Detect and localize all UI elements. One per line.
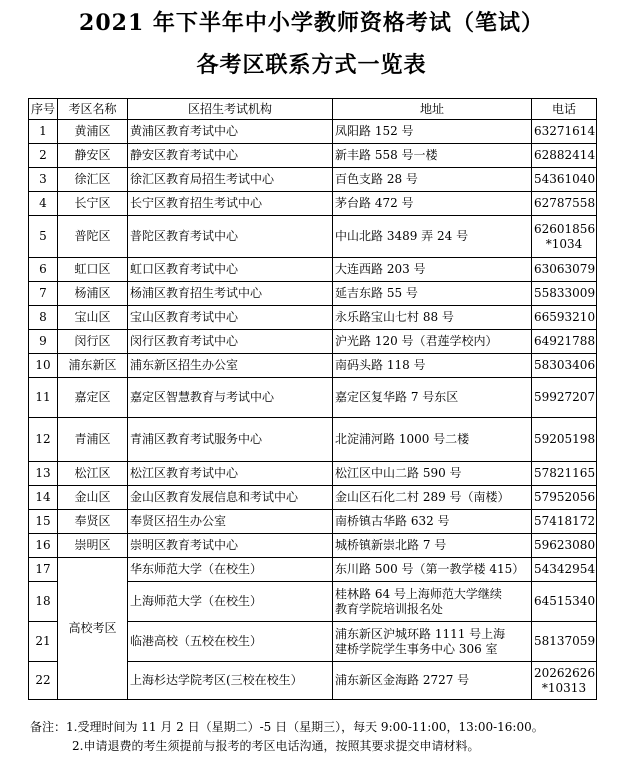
row-district: 浦东新区	[58, 354, 128, 378]
row-phone: 64921788	[532, 330, 597, 354]
phone-line-1: 62601856	[534, 221, 596, 236]
row-address: 东川路 500 号（第一教学楼 415）	[333, 558, 532, 582]
row-no: 21	[29, 622, 58, 662]
row-org: 上海师范大学（在校生）	[128, 582, 333, 622]
row-org: 杨浦区教育招生考试中心	[128, 282, 333, 306]
page-subtitle: 各考区联系方式一览表	[196, 52, 427, 78]
row-district: 长宁区	[58, 192, 128, 216]
table-row	[29, 192, 597, 216]
row-org: 静安区教育考试中心	[128, 144, 333, 168]
table-row	[29, 144, 597, 168]
row-address	[333, 622, 532, 662]
row-district: 奉贤区	[58, 510, 128, 534]
row-no: 1	[29, 120, 58, 144]
header-district: 考区名称	[58, 99, 128, 120]
row-no: 13	[29, 462, 58, 486]
table-row	[29, 510, 597, 534]
row-phone: 66593210	[532, 306, 597, 330]
row-phone: 59623080	[532, 534, 597, 558]
row-phone: 62882414	[532, 144, 597, 168]
row-district: 嘉定区	[58, 378, 128, 418]
row-phone: 54361040	[532, 168, 597, 192]
row-address: 松江区中山二路 590 号	[333, 462, 532, 486]
row-district: 宝山区	[58, 306, 128, 330]
row-address: 北淀浦河路 1000 号二楼	[333, 418, 532, 462]
row-address: 延吉东路 55 号	[333, 282, 532, 306]
row-org: 长宁区教育招生考试中心	[128, 192, 333, 216]
row-address: 中山北路 3489 弄 24 号	[333, 216, 532, 258]
row-phone: 59927207	[532, 378, 597, 418]
row-address: 南桥镇古华路 632 号	[333, 510, 532, 534]
row-no: 9	[29, 330, 58, 354]
table-row	[29, 378, 597, 418]
row-phone: 55833009	[532, 282, 597, 306]
row-address: 浦东新区金海路 2727 号	[333, 662, 532, 700]
phone-line-1: 20262626	[534, 665, 596, 680]
row-address: 永乐路宝山七村 88 号	[333, 306, 532, 330]
table-row	[29, 534, 597, 558]
row-org: 崇明区教育考试中心	[128, 534, 333, 558]
notes	[30, 718, 544, 756]
row-district: 崇明区	[58, 534, 128, 558]
row-org: 闵行区教育考试中心	[128, 330, 333, 354]
row-org: 青浦区教育考试服务中心	[128, 418, 333, 462]
table-row	[29, 120, 597, 144]
row-district: 徐汇区	[58, 168, 128, 192]
row-no: 10	[29, 354, 58, 378]
row-phone: 54342954	[532, 558, 597, 582]
row-no: 6	[29, 258, 58, 282]
row-no: 14	[29, 486, 58, 510]
row-address: 城桥镇新崇北路 7 号	[333, 534, 532, 558]
table-row	[29, 216, 597, 258]
address-line-2: 建桥学院学生事务中心 306 室	[335, 641, 498, 656]
table-row	[29, 418, 597, 462]
row-address: 南码头路 118 号	[333, 354, 532, 378]
header-org: 区招生考试机构	[128, 99, 333, 120]
contact-table	[28, 98, 597, 700]
row-org: 徐汇区教育局招生考试中心	[128, 168, 333, 192]
row-phone	[532, 216, 597, 258]
row-district: 黄浦区	[58, 120, 128, 144]
phone-line-2: *1034	[545, 236, 583, 251]
row-phone: 57821165	[532, 462, 597, 486]
address-line-2: 教育学院培训报名处	[335, 601, 444, 616]
row-org: 虹口区教育考试中心	[128, 258, 333, 282]
row-org: 嘉定区智慧教育与考试中心	[128, 378, 333, 418]
header-phone: 电话	[532, 99, 597, 120]
table-header-row	[29, 99, 597, 120]
row-no: 5	[29, 216, 58, 258]
row-phone: 64515340	[532, 582, 597, 622]
phone-line-2: *10313	[541, 680, 587, 695]
row-address: 新丰路 558 号一楼	[333, 144, 532, 168]
table-row	[29, 258, 597, 282]
row-phone: 63271614	[532, 120, 597, 144]
row-address	[333, 582, 532, 622]
row-address: 沪光路 120 号（君莲学校内）	[333, 330, 532, 354]
row-org: 临港高校（五校在校生）	[128, 622, 333, 662]
row-phone: 58137059	[532, 622, 597, 662]
row-org: 华东师范大学（在校生）	[128, 558, 333, 582]
row-district-college: 高校考区	[58, 558, 128, 700]
row-no: 17	[29, 558, 58, 582]
row-address: 嘉定区复华路 7 号东区	[333, 378, 532, 418]
row-address: 茅台路 472 号	[333, 192, 532, 216]
address-line-1: 桂林路 64 号上海师范大学继续	[335, 586, 502, 601]
row-phone	[532, 662, 597, 700]
table-row	[29, 558, 597, 582]
row-org: 上海杉达学院考区(三校在校生）	[128, 662, 333, 700]
row-no: 11	[29, 378, 58, 418]
header-address: 地址	[333, 99, 532, 120]
row-no: 4	[29, 192, 58, 216]
row-district: 金山区	[58, 486, 128, 510]
row-phone: 58303406	[532, 354, 597, 378]
row-no: 18	[29, 582, 58, 622]
row-org: 金山区教育发展信息和考试中心	[128, 486, 333, 510]
table-row	[29, 354, 597, 378]
row-phone: 63063079	[532, 258, 597, 282]
page-title: 2021 年下半年中小学教师资格考试（笔试）	[79, 10, 544, 36]
table-row	[29, 168, 597, 192]
note-line-1: 备注：1.受理时间为 11 月 2 日（星期二）-5 日（星期三），每天 9:00-11:00，13:00-16:00。	[30, 720, 544, 734]
row-district: 青浦区	[58, 418, 128, 462]
row-org: 宝山区教育考试中心	[128, 306, 333, 330]
row-org: 黄浦区教育考试中心	[128, 120, 333, 144]
table-row	[29, 486, 597, 510]
row-district: 静安区	[58, 144, 128, 168]
row-address: 大连西路 203 号	[333, 258, 532, 282]
row-phone: 62787558	[532, 192, 597, 216]
row-no: 7	[29, 282, 58, 306]
row-district: 松江区	[58, 462, 128, 486]
row-phone: 57418172	[532, 510, 597, 534]
note-line-2: 2.申请退费的考生须提前与报考的考区电话沟通，按照其要求提交申请材料。	[72, 739, 480, 753]
row-address: 凤阳路 152 号	[333, 120, 532, 144]
table-row	[29, 330, 597, 354]
table-row	[29, 306, 597, 330]
row-phone: 59205198	[532, 418, 597, 462]
row-district: 杨浦区	[58, 282, 128, 306]
row-org: 浦东新区招生办公室	[128, 354, 333, 378]
address-line-1: 浦东新区沪城环路 1111 号上海	[335, 626, 506, 641]
table-row	[29, 282, 597, 306]
row-org: 普陀区教育考试中心	[128, 216, 333, 258]
row-no: 8	[29, 306, 58, 330]
row-district: 闵行区	[58, 330, 128, 354]
header-no: 序号	[29, 99, 58, 120]
row-org: 奉贤区招生办公室	[128, 510, 333, 534]
row-no: 16	[29, 534, 58, 558]
row-no: 12	[29, 418, 58, 462]
row-address: 百色支路 28 号	[333, 168, 532, 192]
table-row	[29, 462, 597, 486]
row-no: 3	[29, 168, 58, 192]
row-district: 虹口区	[58, 258, 128, 282]
row-district: 普陀区	[58, 216, 128, 258]
row-phone: 57952056	[532, 486, 597, 510]
row-address: 金山区石化二村 289 号（南楼）	[333, 486, 532, 510]
row-org: 松江区教育考试中心	[128, 462, 333, 486]
row-no: 15	[29, 510, 58, 534]
row-no: 22	[29, 662, 58, 700]
row-no: 2	[29, 144, 58, 168]
